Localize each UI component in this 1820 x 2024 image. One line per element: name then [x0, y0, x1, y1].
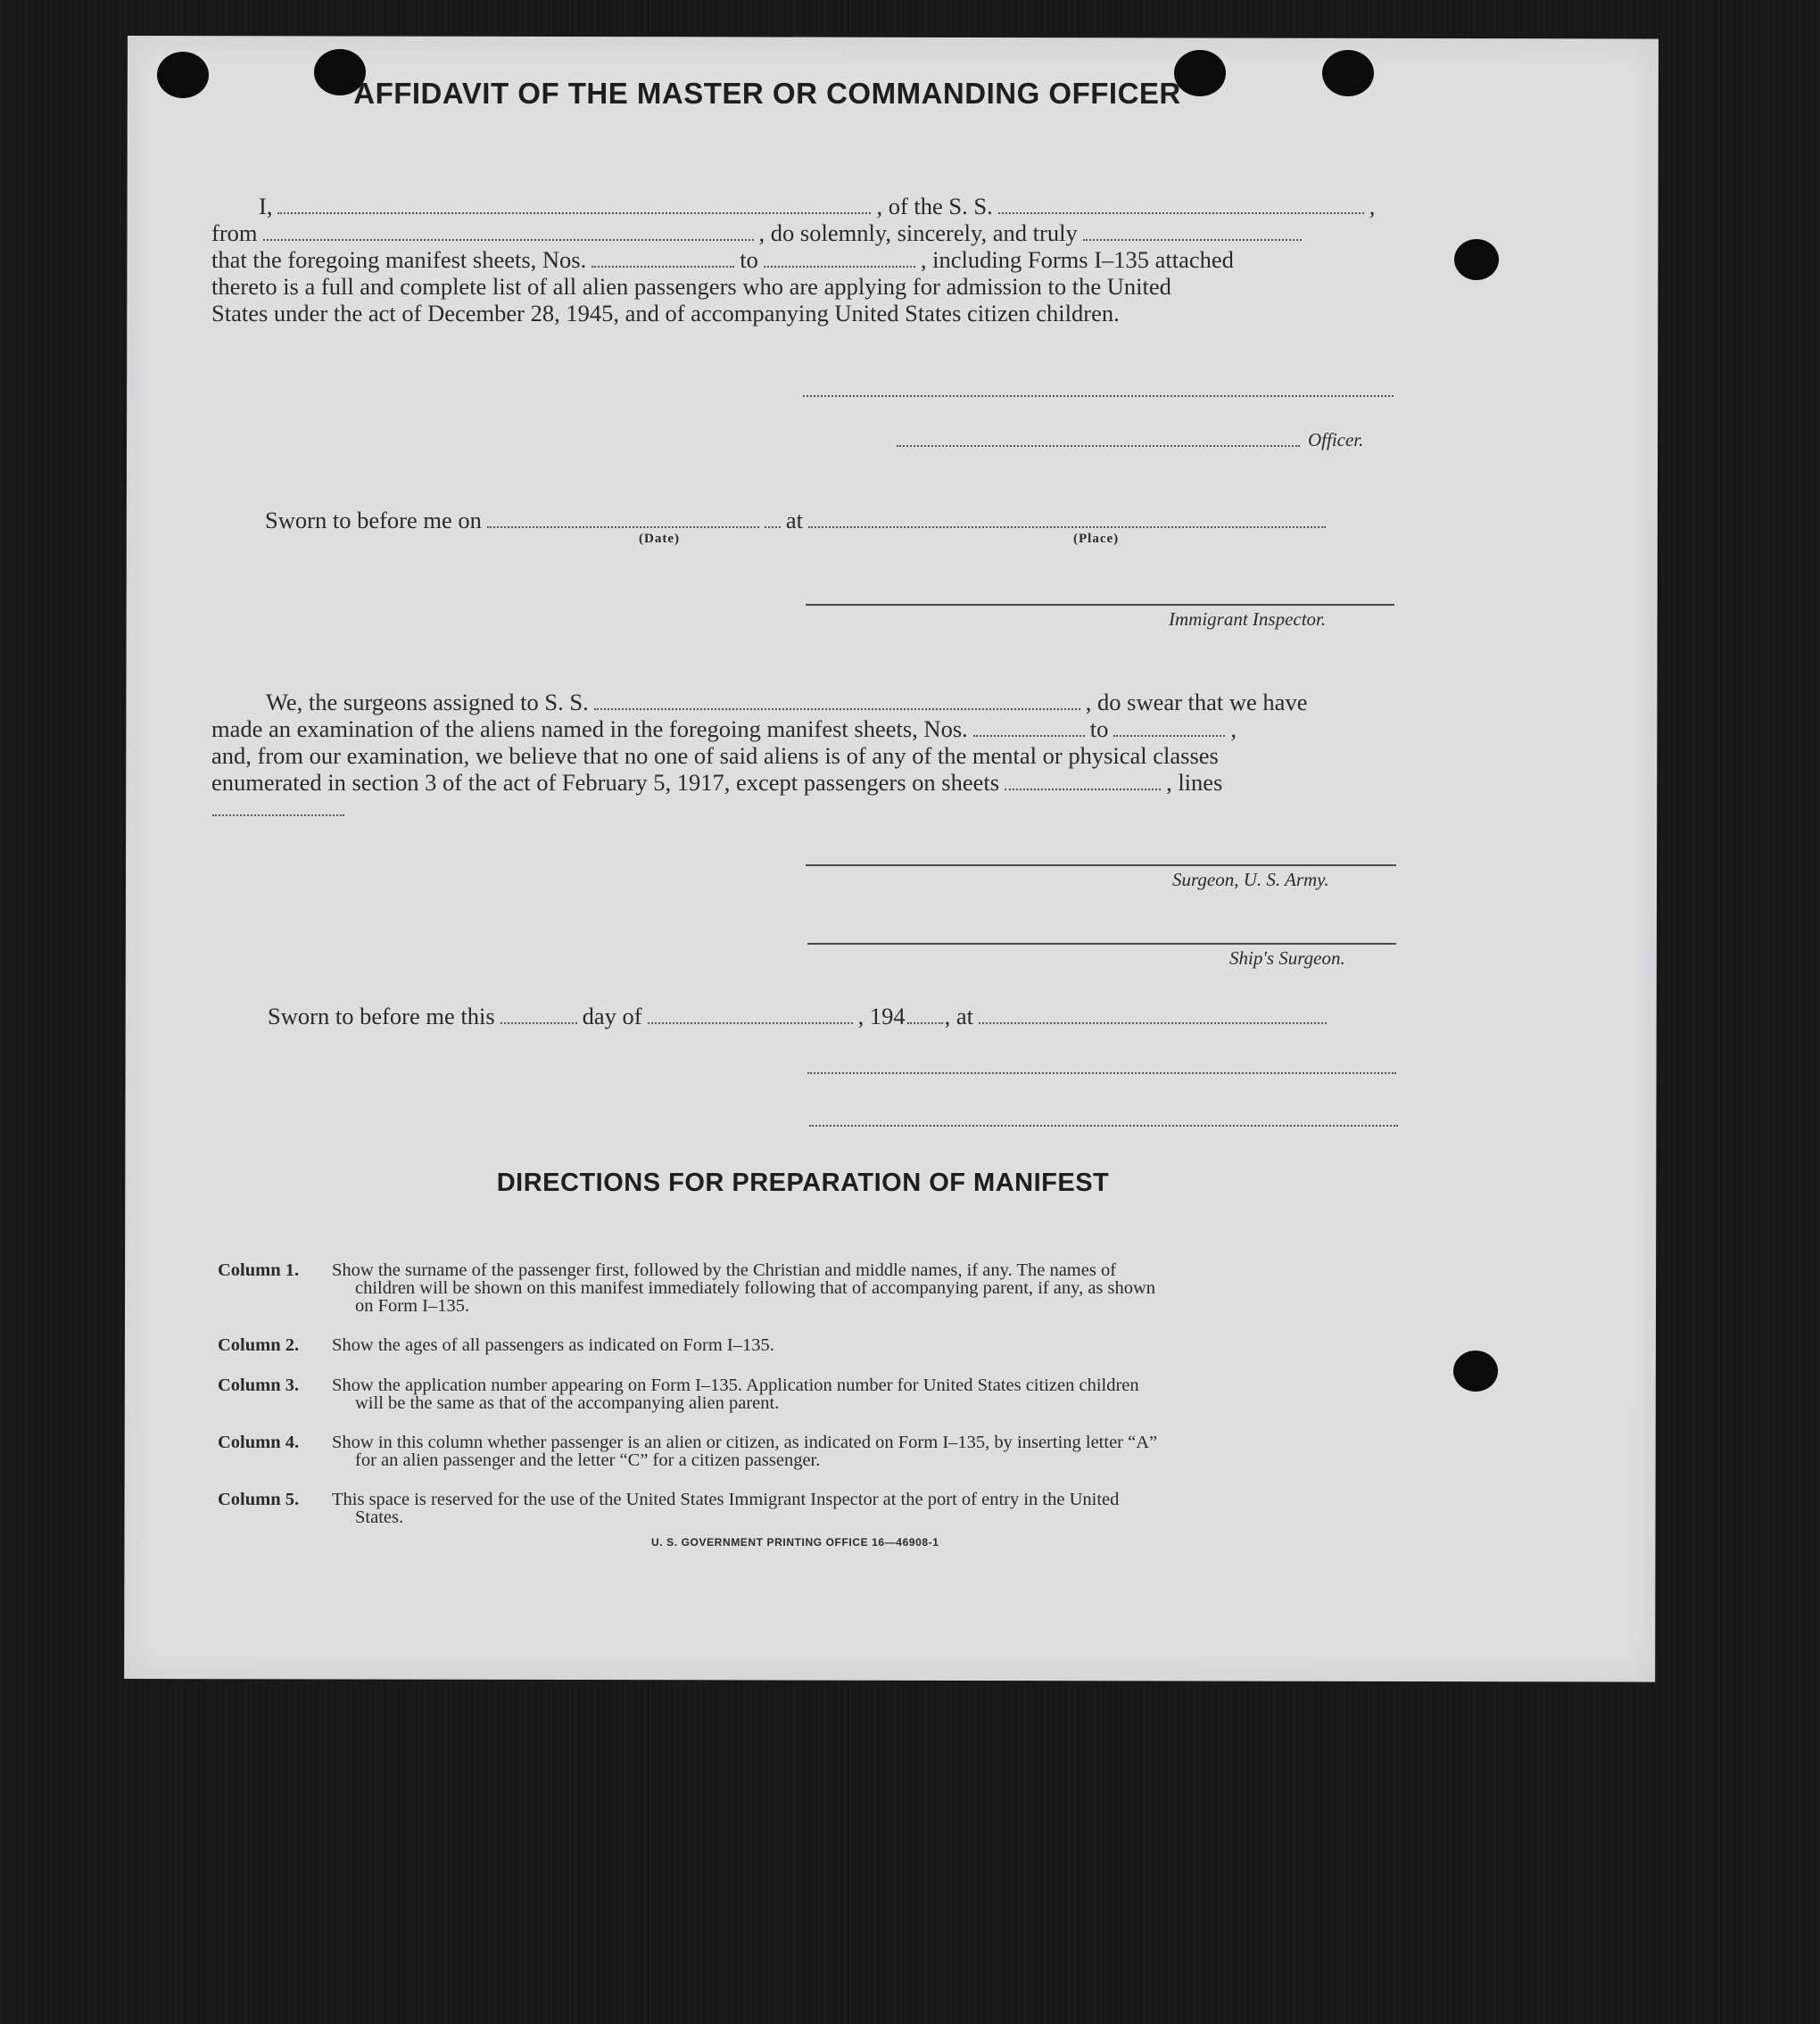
ship-surgeon-label: Ship's Surgeon.	[1229, 947, 1345, 969]
surgeons-line-2	[211, 715, 1237, 742]
oath-blank[interactable]	[1083, 238, 1302, 241]
port-blank[interactable]	[263, 238, 754, 241]
direction-line: will be the same as that of the accompanying alien parent.	[355, 1393, 780, 1413]
sheet-to-blank[interactable]	[764, 265, 915, 268]
direction-line: Show in this column whether passenger is an alien or citizen, as indicated on Form I–135, by inserting letter “A”	[332, 1433, 1158, 1452]
text: , lines	[1166, 769, 1223, 796]
master-line-1	[259, 193, 1375, 219]
inspector-label: Immigrant Inspector.	[1169, 608, 1327, 630]
printer-imprint: U. S. GOVERNMENT PRINTING OFFICE 16—46908-1	[651, 1536, 939, 1549]
direction-column-2	[218, 1336, 1404, 1358]
direction-text	[332, 1261, 1404, 1315]
direction-column-4	[218, 1433, 1404, 1473]
text: Sworn to before me this	[268, 1003, 495, 1029]
text: , 194	[857, 1003, 906, 1029]
sworn-signature-line-2[interactable]	[809, 1124, 1398, 1127]
direction-label: Column 1.	[218, 1260, 300, 1280]
lines-blank[interactable]	[212, 814, 344, 816]
month-blank[interactable]	[648, 1021, 853, 1024]
officer-label: Officer.	[1308, 429, 1364, 450]
surgeon-ship-blank[interactable]	[594, 707, 1080, 710]
text: ,	[1369, 193, 1376, 219]
punch-hole	[157, 52, 209, 98]
punch-hole	[1322, 50, 1374, 96]
ship-surgeon-signature-line[interactable]	[807, 942, 1396, 945]
text: ,	[1230, 715, 1237, 742]
direction-line: on Form I–135.	[355, 1296, 470, 1316]
punch-hole	[1453, 1351, 1498, 1392]
text: made an examination of the aliens named in the foregoing manifest sheets, Nos.	[211, 715, 968, 742]
text: , including Forms I–135 attached	[920, 246, 1234, 273]
sworn-place-blank[interactable]	[979, 1021, 1327, 1024]
master-line-5: States under the act of December 28, 1945, and of accompanying United States citizen children.	[211, 300, 1120, 326]
direction-label: Column 4.	[218, 1433, 300, 1452]
text: I,	[259, 193, 273, 219]
text: We, the surgeons assigned to S. S.	[266, 689, 589, 715]
direction-line: children will be shown on this manifest immediately following that of accompanying parent, if any, as shown	[355, 1278, 1156, 1298]
text: to	[1089, 715, 1109, 742]
text: , at	[944, 1003, 973, 1029]
surgeons-line-3: and, from our examination, we believe that no one of said aliens is of any of the mental or physical classes	[211, 742, 1219, 769]
direction-line: Show the surname of the passenger first, followed by the Christian and middle names, if any. The names of	[332, 1260, 1117, 1280]
direction-line: Show the ages of all passengers as indicated on Form I–135.	[332, 1335, 774, 1355]
text: , of the S. S.	[876, 193, 993, 219]
direction-column-1	[218, 1261, 1404, 1318]
punch-hole	[1454, 239, 1499, 280]
text: , do swear that we have	[1085, 689, 1308, 715]
directions-title: DIRECTIONS FOR PREPARATION OF MANIFEST	[496, 1169, 1110, 1197]
direction-line: Show the application number appearing on Form I–135. Application number for United States citizen children	[332, 1375, 1139, 1395]
text: that the foregoing manifest sheets, Nos.	[211, 246, 587, 273]
form-title: AFFIDAVIT OF THE MASTER OR COMMANDING OFFICER	[353, 77, 1181, 110]
name-blank[interactable]	[277, 211, 871, 214]
surgeon-sheet-from-blank[interactable]	[973, 734, 1085, 737]
officer-signature-line-1[interactable]	[803, 394, 1394, 397]
surgeons-line-1	[266, 689, 1307, 715]
direction-label: Column 2.	[218, 1335, 300, 1355]
date-blank[interactable]	[487, 525, 759, 528]
direction-column-5	[218, 1491, 1404, 1530]
ship-name-blank[interactable]	[998, 211, 1364, 214]
officer-signature-line-2[interactable]	[897, 444, 1300, 447]
year-blank[interactable]	[907, 1021, 943, 1024]
direction-text	[332, 1491, 1404, 1526]
inspector-signature-line[interactable]	[806, 603, 1394, 606]
direction-text	[332, 1376, 1404, 1412]
text: Sworn to before me on	[265, 507, 482, 533]
surgeon-sheet-to-blank[interactable]	[1113, 734, 1225, 737]
text: , do solemnly, sincerely, and truly	[758, 219, 1078, 246]
text: day of	[582, 1003, 642, 1029]
sworn-line-1	[265, 507, 1331, 533]
sheet-from-blank[interactable]	[592, 265, 734, 268]
master-line-2	[211, 219, 1307, 246]
day-blank[interactable]	[500, 1021, 577, 1024]
direction-column-3	[218, 1376, 1404, 1416]
direction-text	[332, 1433, 1404, 1469]
master-line-4: thereto is a full and complete list of all alien passengers who are applying for admission to the United	[211, 273, 1171, 300]
text: from	[211, 219, 258, 246]
date-blank-tail	[765, 525, 781, 528]
direction-text	[332, 1336, 1404, 1354]
master-line-3	[211, 246, 1234, 273]
except-sheets-blank[interactable]	[1005, 788, 1161, 790]
army-surgeon-label: Surgeon, U. S. Army.	[1172, 869, 1329, 890]
direction-line: This space is reserved for the use of the United States Immigrant Inspector at the port of entry in the United	[332, 1490, 1120, 1509]
place-caption: (Place)	[1073, 532, 1120, 546]
direction-label: Column 3.	[218, 1375, 300, 1395]
direction-line: States.	[355, 1508, 404, 1527]
place-blank[interactable]	[808, 525, 1326, 528]
sworn-signature-line-1[interactable]	[807, 1071, 1396, 1074]
direction-label: Column 5.	[218, 1490, 300, 1509]
army-surgeon-signature-line[interactable]	[806, 863, 1396, 866]
date-caption: (Date)	[639, 532, 680, 546]
text: to	[740, 246, 758, 273]
surgeons-line-4	[211, 769, 1222, 796]
direction-line: for an alien passenger and the letter “C” for a citizen passenger.	[355, 1450, 821, 1470]
text: at	[785, 507, 803, 533]
text: enumerated in section 3 of the act of February 5, 1917, except passengers on sheets	[211, 769, 1000, 796]
sworn-line-2	[268, 1003, 1332, 1029]
